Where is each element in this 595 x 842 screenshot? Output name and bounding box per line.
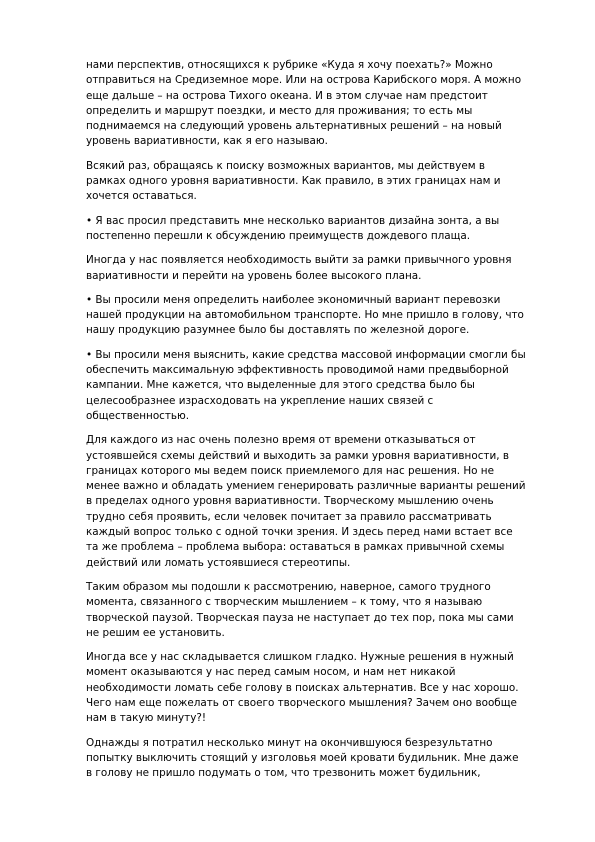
document-body <box>86 58 564 790</box>
paragraph-8: Таким образом мы подошли к рассмотрению, наверное, самого трудного момента, связанного с творческим мышлением – к тому, что я называю творческой паузой. Творческая пауза не наступает до тех пор, пока мы сами не решим ее установить. <box>86 580 514 639</box>
paragraph-9: Иногда все у нас складывается слишком гладко. Нужные решения в нужный момент оказываются у нас перед самым носом, и нам нет никакой необходимости ломать себе голову в поисках альтернатив. Все у нас хорошо. Чего нам еще пожелать от своего творческого мышления? Зачем оно вообще нам в такую минуту?! <box>86 651 519 725</box>
paragraph-2: Всякий раз, обращаясь к поиску возможных вариантов, мы действуем в рамках одного уровня вариативности. Как правило, в этих границах нам и хочется оставаться. <box>86 159 501 203</box>
paragraph-5-bullet: • Вы просили меня определить наиболее экономичный вариант перевозки нашей продукции на автомобильном транспорте. Но мне пришло в голову, что нашу продукцию разумнее было бы доставлять по железной дороге. <box>86 293 524 337</box>
paragraph-10: Однажды я потратил несколько минут на окончившуюся безрезультатно попытку выключить стоящий у изголовья моей кровати будильник. Мне даже в голову не пришло подумать о том, что трезвонить может будильник, <box>86 736 519 780</box>
paragraph-3-bullet: • Я вас просил представить мне несколько вариантов дизайна зонта, а вы постепенно перешли к обсуждению преимуществ дождевого плаща. <box>86 214 500 242</box>
paragraph-4: Иногда у нас появляется необходимость выйти за рамки привычного уровня вариативности и перейти на уровень более высокого плана. <box>86 254 512 282</box>
paragraph-6-bullet: • Вы просили меня выяснить, какие средства массовой информации смогли бы обеспечить максимальную эффективность проводимой нами предвыборной кампании. Мне кажется, что выделенные для этого средства было бы целесообразнее израсходовать на укрепление наших связей с общественностью. <box>86 348 526 422</box>
paragraph-1: нами перспектив, относящихся к рубрике «Куда я хочу поехать?» Можно отправиться на Средиземное море. Или на острова Карибского моря. А можно еще дальше – на острова Тихого океана. И в этом случае нам предстоит определить и маршрут поездки, и место для проживания; то есть мы поднимаемся на следующий уровень альтернативных решений – на новый уровень вариативности, как я его называю. <box>86 59 522 148</box>
paragraph-7: Для каждого из нас очень полезно время от времени отказываться от устоявшейся схемы действий и выходить за рамки уровня вариативности, в границах которого мы ведем поиск приемлемого для нас решения. Но не менее важно и обладать умением генерировать различные варианты решений в пределах одного уровня вариативности. Творческому мышлению очень трудно себя проявить, если человек почитает за правило рассматривать каждый вопрос только с одной точки зрения. И здесь перед нами встает все та же проблема – проблема выбора: оставаться в рамках привычной схемы действий или ломать устоявшиеся стереотипы. <box>86 434 526 569</box>
